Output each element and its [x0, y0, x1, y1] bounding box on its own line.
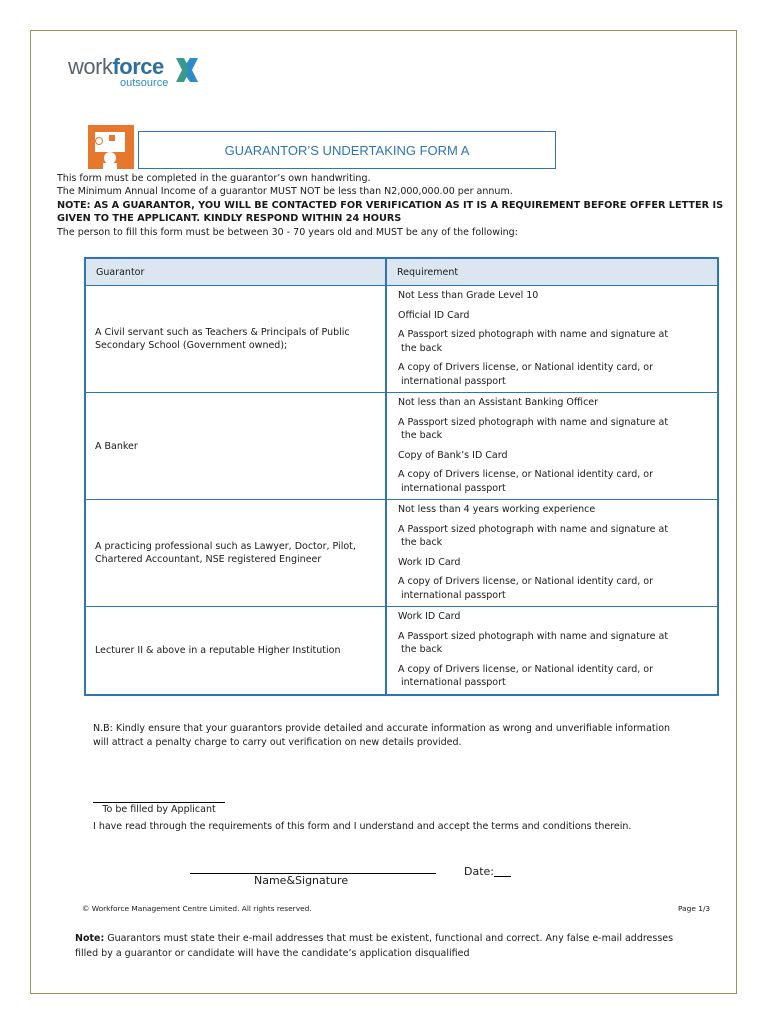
requirements-table: [84, 257, 719, 696]
requirement-item: A Passport sized photograph with name and signature at the back: [398, 523, 669, 548]
copyright-text: © Workforce Management Centre Limited. All rights reserved.: [82, 904, 312, 913]
requirement-item: Not less than an Assistant Banking Officer: [398, 397, 599, 408]
intro-note-line-2: GIVEN TO THE APPLICANT. KINDLY RESPOND WITHIN 24 HOURS: [57, 213, 402, 225]
requirement-item: Not less than 4 years working experience: [398, 504, 596, 515]
requirement-item: A copy of Drivers license, or National identity card, or international passport: [398, 362, 653, 387]
guarantor-cell: Lecturer II & above in a reputable Higher Institution: [85, 607, 386, 695]
form-title: GUARANTOR’S UNDERTAKING FORM A: [138, 131, 556, 169]
intro-line-handwriting: This form must be completed in the guarantor’s own handwriting.: [57, 173, 371, 184]
requirement-item: A copy of Drivers license, or National identity card, or international passport: [398, 469, 653, 494]
requirement-cell: [386, 500, 718, 607]
guarantor-cell: A Banker: [85, 393, 386, 500]
date-label: Date:: [464, 865, 494, 878]
guarantor-cell: A practicing professional such as Lawyer, Doctor, Pilot, Chartered Accountant, NSE registered Engineer: [85, 500, 386, 607]
requirement-cell: [386, 607, 718, 695]
requirement-item: Not Less than Grade Level 10: [398, 290, 539, 301]
logo-wordmark: workforce: [68, 54, 164, 79]
guarantor-cell: A Civil servant such as Teachers & Principals of Public Secondary School (Government owned);: [85, 286, 386, 393]
requirement-item: A Passport sized photograph with name and signature at the back: [398, 630, 669, 655]
page-number: Page 1/3: [678, 904, 711, 913]
applicant-declaration: I have read through the requirements of this form and I understand and accept the terms and conditions therein.: [93, 821, 632, 832]
table-row: [85, 500, 718, 607]
intro-note-line-1: NOTE: AS A GUARANTOR, YOU WILL BE CONTACTED FOR VERIFICATION AS IT IS A REQUIREMENT BEFORE OFFER LETTER IS: [57, 199, 724, 211]
intro-text: [57, 172, 723, 239]
requirement-cell: [386, 393, 718, 500]
table-row: [85, 607, 718, 695]
header-requirement: Requirement: [386, 258, 718, 286]
requirement-item: Work ID Card: [398, 611, 461, 622]
requirement-item: Official ID Card: [398, 309, 470, 321]
requirement-item: Work ID Card: [398, 556, 461, 568]
requirement-item: A copy of Drivers license, or National identity card, or international passport: [398, 663, 653, 688]
intro-line-age: The person to fill this form must be between 30 - 70 years old and MUST be any of the following:: [57, 226, 518, 238]
footer-note: [75, 932, 715, 961]
intro-line-income: The Minimum Annual Income of a guarantor MUST NOT be less than N2,000,000.00 per annum.: [57, 186, 513, 198]
requirement-item: A copy of Drivers license, or National identity card, or international passport: [398, 576, 653, 601]
footer-note-label: Note:: [75, 933, 105, 944]
presentation-icon: [88, 125, 134, 169]
workforce-logo: [68, 54, 169, 89]
signature-label: Name&Signature: [254, 874, 349, 887]
table-row: [85, 393, 718, 500]
table-header-row: [85, 258, 718, 286]
nb-line-1: N.B: Kindly ensure that your guarantors provide detailed and accurate information as wrong and unverifiable information: [93, 723, 671, 734]
table-row: [85, 286, 718, 393]
date-field-line[interactable]: [494, 876, 511, 877]
requirement-item: Copy of Bank’s ID Card: [398, 449, 508, 461]
requirement-item: A Passport sized photograph with name and signature at the back: [398, 416, 669, 441]
nb-line-2: will attract a penalty charge to carry out verification on new details provided.: [93, 737, 462, 748]
footer-note-line-2: filled by a guarantor or candidate will have the candidate’s application disqualified: [75, 947, 470, 959]
requirement-item: A Passport sized photograph with name and signature at the back: [398, 329, 669, 354]
logo-subtitle: outsource: [120, 77, 169, 89]
header-guarantor: Guarantor: [85, 258, 386, 286]
nb-notice: [93, 722, 693, 750]
applicant-section-label: To be filled by Applicant: [93, 802, 225, 815]
footer-note-line-1: Guarantors must state their e-mail addresses that must be existent, functional and correct. Any false e-mail addresses: [104, 933, 674, 944]
requirement-cell: [386, 286, 718, 393]
logo-mark-icon: [174, 56, 200, 84]
